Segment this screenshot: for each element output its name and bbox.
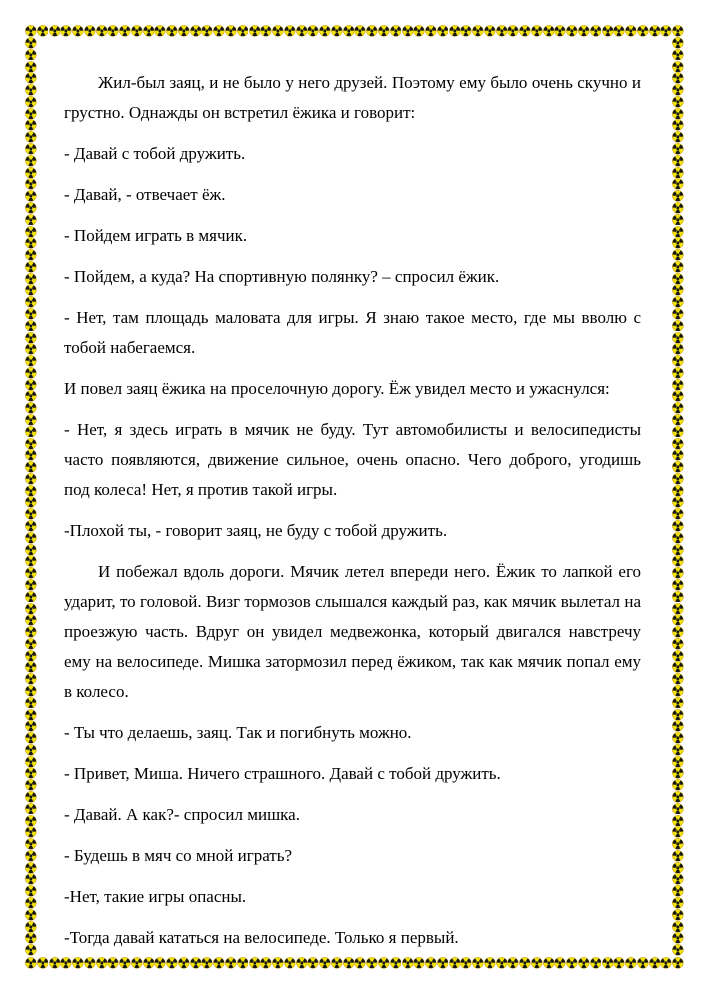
radiation-symbol-icon bbox=[296, 957, 308, 969]
radiation-symbol-icon bbox=[343, 957, 355, 969]
radiation-symbol-icon bbox=[649, 25, 661, 37]
story-paragraph: - Пойдем играть в мячик. bbox=[64, 226, 248, 245]
radiation-symbol-icon bbox=[25, 555, 37, 567]
radiation-symbol-icon bbox=[672, 709, 684, 721]
radiation-symbol-icon bbox=[25, 673, 37, 685]
radiation-symbol-icon bbox=[672, 438, 684, 450]
radiation-symbol-icon bbox=[319, 25, 331, 37]
radiation-symbol-icon bbox=[25, 390, 37, 402]
radiation-symbol-icon bbox=[25, 591, 37, 603]
radiation-symbol-icon bbox=[84, 25, 96, 37]
radiation-symbol-icon bbox=[672, 544, 684, 556]
radiation-symbol-icon bbox=[449, 957, 461, 969]
radiation-symbol-icon bbox=[201, 957, 213, 969]
radiation-symbol-icon bbox=[672, 237, 684, 249]
radiation-symbol-icon bbox=[672, 626, 684, 638]
radiation-symbol-icon bbox=[25, 815, 37, 827]
radiation-symbol-icon bbox=[672, 284, 684, 296]
story-paragraph: - Давай, - отвечает ёж. bbox=[64, 185, 226, 204]
radiation-symbol-icon bbox=[284, 957, 296, 969]
radiation-symbol-icon bbox=[672, 49, 684, 61]
radiation-symbol-icon bbox=[72, 25, 84, 37]
radiation-symbol-icon bbox=[613, 25, 625, 37]
radiation-symbol-icon bbox=[672, 744, 684, 756]
radiation-symbol-icon bbox=[672, 96, 684, 108]
radiation-symbol-icon bbox=[507, 25, 519, 37]
radiation-symbol-icon bbox=[672, 862, 684, 874]
radiation-symbol-icon bbox=[25, 261, 37, 273]
radiation-symbol-icon bbox=[672, 496, 684, 508]
radiation-symbol-icon bbox=[190, 25, 202, 37]
story-paragraph: - Давай с тобой дружить. bbox=[64, 144, 246, 163]
radiation-symbol-icon bbox=[143, 25, 155, 37]
radiation-symbol-icon bbox=[25, 379, 37, 391]
radiation-symbol-icon bbox=[25, 190, 37, 202]
radiation-symbol-icon bbox=[672, 190, 684, 202]
radiation-symbol-icon bbox=[672, 402, 684, 414]
radiation-symbol-icon bbox=[672, 214, 684, 226]
radiation-symbol-icon bbox=[25, 167, 37, 179]
radiation-symbol-icon bbox=[496, 957, 508, 969]
radiation-symbol-icon bbox=[25, 909, 37, 921]
radiation-symbol-icon bbox=[237, 957, 249, 969]
radiation-symbol-icon bbox=[672, 367, 684, 379]
radiation-symbol-icon bbox=[496, 25, 508, 37]
radiation-symbol-icon bbox=[25, 61, 37, 73]
radiation-symbol-icon bbox=[672, 355, 684, 367]
radiation-symbol-icon bbox=[96, 25, 108, 37]
radiation-symbol-icon bbox=[378, 25, 390, 37]
radiation-symbol-icon bbox=[25, 308, 37, 320]
radiation-symbol-icon bbox=[25, 84, 37, 96]
radiation-symbol-icon bbox=[249, 25, 261, 37]
radiation-symbol-icon bbox=[366, 25, 378, 37]
story-paragraph: Жил-был заяц, и не было у него друзей. Поэтому ему было очень скучно и грустно. Однажды он встретил ёжика и говорит: bbox=[64, 73, 641, 122]
radiation-symbol-icon bbox=[672, 426, 684, 438]
radiation-symbol-icon bbox=[672, 567, 684, 579]
radiation-symbol-icon bbox=[672, 308, 684, 320]
radiation-symbol-icon bbox=[590, 957, 602, 969]
page-border-right bbox=[672, 37, 684, 957]
story-text bbox=[64, 68, 641, 953]
radiation-symbol-icon bbox=[460, 957, 472, 969]
radiation-symbol-icon bbox=[578, 25, 590, 37]
radiation-symbol-icon bbox=[25, 49, 37, 61]
radiation-symbol-icon bbox=[25, 402, 37, 414]
radiation-symbol-icon bbox=[437, 957, 449, 969]
radiation-symbol-icon bbox=[672, 249, 684, 261]
radiation-symbol-icon bbox=[154, 25, 166, 37]
radiation-symbol-icon bbox=[507, 957, 519, 969]
radiation-symbol-icon bbox=[590, 25, 602, 37]
radiation-symbol-icon bbox=[672, 72, 684, 84]
radiation-symbol-icon bbox=[672, 167, 684, 179]
radiation-symbol-icon bbox=[672, 897, 684, 909]
radiation-symbol-icon bbox=[672, 803, 684, 815]
radiation-symbol-icon bbox=[25, 885, 37, 897]
radiation-symbol-icon bbox=[449, 25, 461, 37]
radiation-symbol-icon bbox=[307, 957, 319, 969]
radiation-symbol-icon bbox=[672, 873, 684, 885]
radiation-symbol-icon bbox=[25, 862, 37, 874]
radiation-symbol-icon bbox=[519, 957, 531, 969]
page-border-bottom bbox=[25, 957, 684, 969]
radiation-symbol-icon bbox=[672, 226, 684, 238]
radiation-symbol-icon bbox=[672, 957, 684, 969]
page-border-top bbox=[25, 25, 684, 37]
radiation-symbol-icon bbox=[25, 37, 37, 49]
radiation-symbol-icon bbox=[472, 25, 484, 37]
radiation-symbol-icon bbox=[178, 25, 190, 37]
radiation-symbol-icon bbox=[672, 473, 684, 485]
radiation-symbol-icon bbox=[625, 25, 637, 37]
radiation-symbol-icon bbox=[131, 957, 143, 969]
radiation-symbol-icon bbox=[25, 473, 37, 485]
radiation-symbol-icon bbox=[672, 178, 684, 190]
radiation-symbol-icon bbox=[672, 532, 684, 544]
radiation-symbol-icon bbox=[25, 826, 37, 838]
radiation-symbol-icon bbox=[25, 803, 37, 815]
radiation-symbol-icon bbox=[25, 897, 37, 909]
radiation-symbol-icon bbox=[60, 25, 72, 37]
radiation-symbol-icon bbox=[672, 838, 684, 850]
radiation-symbol-icon bbox=[331, 25, 343, 37]
radiation-symbol-icon bbox=[531, 25, 543, 37]
radiation-symbol-icon bbox=[25, 449, 37, 461]
radiation-symbol-icon bbox=[460, 25, 472, 37]
radiation-symbol-icon bbox=[672, 202, 684, 214]
radiation-symbol-icon bbox=[672, 815, 684, 827]
radiation-symbol-icon bbox=[672, 650, 684, 662]
radiation-symbol-icon bbox=[672, 944, 684, 956]
radiation-symbol-icon bbox=[25, 119, 37, 131]
radiation-symbol-icon bbox=[625, 957, 637, 969]
radiation-symbol-icon bbox=[25, 496, 37, 508]
radiation-symbol-icon bbox=[602, 25, 614, 37]
radiation-symbol-icon bbox=[672, 273, 684, 285]
radiation-symbol-icon bbox=[672, 37, 684, 49]
radiation-symbol-icon bbox=[378, 957, 390, 969]
radiation-symbol-icon bbox=[25, 296, 37, 308]
radiation-symbol-icon bbox=[119, 957, 131, 969]
radiation-symbol-icon bbox=[84, 957, 96, 969]
radiation-symbol-icon bbox=[37, 957, 49, 969]
radiation-symbol-icon bbox=[25, 438, 37, 450]
radiation-symbol-icon bbox=[213, 25, 225, 37]
radiation-symbol-icon bbox=[143, 957, 155, 969]
radiation-symbol-icon bbox=[25, 72, 37, 84]
radiation-symbol-icon bbox=[25, 178, 37, 190]
radiation-symbol-icon bbox=[107, 957, 119, 969]
radiation-symbol-icon bbox=[637, 25, 649, 37]
radiation-symbol-icon bbox=[25, 661, 37, 673]
radiation-symbol-icon bbox=[366, 957, 378, 969]
radiation-symbol-icon bbox=[166, 957, 178, 969]
radiation-symbol-icon bbox=[25, 284, 37, 296]
radiation-symbol-icon bbox=[25, 732, 37, 744]
radiation-symbol-icon bbox=[672, 379, 684, 391]
radiation-symbol-icon bbox=[25, 96, 37, 108]
radiation-symbol-icon bbox=[649, 957, 661, 969]
radiation-symbol-icon bbox=[25, 697, 37, 709]
radiation-symbol-icon bbox=[672, 155, 684, 167]
radiation-symbol-icon bbox=[119, 25, 131, 37]
radiation-symbol-icon bbox=[25, 273, 37, 285]
story-paragraph: - Нет, там площадь маловата для игры. Я знаю такое место, где мы вволю с тобой набегаемся. bbox=[64, 308, 641, 357]
radiation-symbol-icon bbox=[60, 957, 72, 969]
radiation-symbol-icon bbox=[25, 957, 37, 969]
radiation-symbol-icon bbox=[272, 25, 284, 37]
radiation-symbol-icon bbox=[554, 25, 566, 37]
radiation-symbol-icon bbox=[672, 697, 684, 709]
radiation-symbol-icon bbox=[272, 957, 284, 969]
radiation-symbol-icon bbox=[25, 650, 37, 662]
radiation-symbol-icon bbox=[25, 237, 37, 249]
radiation-symbol-icon bbox=[25, 367, 37, 379]
radiation-symbol-icon bbox=[672, 520, 684, 532]
radiation-symbol-icon bbox=[554, 957, 566, 969]
radiation-symbol-icon bbox=[566, 25, 578, 37]
story-paragraph: - Нет, я здесь играть в мячик не буду. Тут автомобилисты и велосипедисты часто появляются, движение сильное, очень опасно. Чего доброго, угодишь под колеса! Нет, я против такой игры. bbox=[64, 420, 641, 499]
radiation-symbol-icon bbox=[25, 838, 37, 850]
radiation-symbol-icon bbox=[672, 756, 684, 768]
radiation-symbol-icon bbox=[672, 261, 684, 273]
radiation-symbol-icon bbox=[25, 767, 37, 779]
radiation-symbol-icon bbox=[225, 25, 237, 37]
radiation-symbol-icon bbox=[25, 850, 37, 862]
radiation-symbol-icon bbox=[402, 25, 414, 37]
radiation-symbol-icon bbox=[213, 957, 225, 969]
radiation-symbol-icon bbox=[25, 108, 37, 120]
radiation-symbol-icon bbox=[25, 343, 37, 355]
radiation-symbol-icon bbox=[25, 214, 37, 226]
radiation-symbol-icon bbox=[96, 957, 108, 969]
radiation-symbol-icon bbox=[25, 202, 37, 214]
radiation-symbol-icon bbox=[284, 25, 296, 37]
radiation-symbol-icon bbox=[25, 873, 37, 885]
radiation-symbol-icon bbox=[672, 720, 684, 732]
page-border-left bbox=[25, 37, 37, 957]
radiation-symbol-icon bbox=[672, 320, 684, 332]
radiation-symbol-icon bbox=[672, 791, 684, 803]
radiation-symbol-icon bbox=[25, 744, 37, 756]
radiation-symbol-icon bbox=[343, 25, 355, 37]
radiation-symbol-icon bbox=[25, 614, 37, 626]
story-paragraph: - Давай. А как?- спросил мишка. bbox=[64, 805, 300, 824]
radiation-symbol-icon bbox=[25, 532, 37, 544]
story-paragraph: -Плохой ты, - говорит заяц, не буду с тобой дружить. bbox=[64, 521, 448, 540]
radiation-symbol-icon bbox=[190, 957, 202, 969]
radiation-symbol-icon bbox=[131, 25, 143, 37]
radiation-symbol-icon bbox=[578, 957, 590, 969]
radiation-symbol-icon bbox=[672, 485, 684, 497]
radiation-symbol-icon bbox=[331, 957, 343, 969]
radiation-symbol-icon bbox=[25, 626, 37, 638]
radiation-symbol-icon bbox=[25, 709, 37, 721]
radiation-symbol-icon bbox=[25, 249, 37, 261]
radiation-symbol-icon bbox=[543, 25, 555, 37]
radiation-symbol-icon bbox=[672, 143, 684, 155]
radiation-symbol-icon bbox=[25, 332, 37, 344]
radiation-symbol-icon bbox=[672, 61, 684, 73]
radiation-symbol-icon bbox=[672, 638, 684, 650]
radiation-symbol-icon bbox=[25, 25, 37, 37]
radiation-symbol-icon bbox=[672, 732, 684, 744]
radiation-symbol-icon bbox=[25, 355, 37, 367]
radiation-symbol-icon bbox=[354, 957, 366, 969]
radiation-symbol-icon bbox=[49, 25, 61, 37]
radiation-symbol-icon bbox=[672, 850, 684, 862]
radiation-symbol-icon bbox=[25, 720, 37, 732]
radiation-symbol-icon bbox=[25, 485, 37, 497]
radiation-symbol-icon bbox=[672, 119, 684, 131]
radiation-symbol-icon bbox=[566, 957, 578, 969]
radiation-symbol-icon bbox=[25, 567, 37, 579]
radiation-symbol-icon bbox=[602, 957, 614, 969]
radiation-symbol-icon bbox=[672, 508, 684, 520]
radiation-symbol-icon bbox=[49, 957, 61, 969]
radiation-symbol-icon bbox=[660, 25, 672, 37]
story-paragraph: - Будешь в мяч со мной играть? bbox=[64, 846, 293, 865]
story-paragraph: -Нет, такие игры опасны. bbox=[64, 887, 247, 906]
radiation-symbol-icon bbox=[672, 84, 684, 96]
radiation-symbol-icon bbox=[672, 296, 684, 308]
radiation-symbol-icon bbox=[25, 779, 37, 791]
story-paragraph: - Пойдем, а куда? На спортивную полянку? – спросил ёжик. bbox=[64, 267, 500, 286]
radiation-symbol-icon bbox=[25, 579, 37, 591]
radiation-symbol-icon bbox=[672, 449, 684, 461]
radiation-symbol-icon bbox=[672, 661, 684, 673]
radiation-symbol-icon bbox=[543, 957, 555, 969]
radiation-symbol-icon bbox=[260, 957, 272, 969]
radiation-symbol-icon bbox=[25, 143, 37, 155]
radiation-symbol-icon bbox=[437, 25, 449, 37]
radiation-symbol-icon bbox=[672, 826, 684, 838]
radiation-symbol-icon bbox=[307, 25, 319, 37]
radiation-symbol-icon bbox=[25, 944, 37, 956]
radiation-symbol-icon bbox=[672, 932, 684, 944]
radiation-symbol-icon bbox=[25, 155, 37, 167]
radiation-symbol-icon bbox=[390, 25, 402, 37]
radiation-symbol-icon bbox=[25, 756, 37, 768]
radiation-symbol-icon bbox=[672, 591, 684, 603]
radiation-symbol-icon bbox=[484, 957, 496, 969]
radiation-symbol-icon bbox=[249, 957, 261, 969]
radiation-symbol-icon bbox=[25, 603, 37, 615]
radiation-symbol-icon bbox=[613, 957, 625, 969]
radiation-symbol-icon bbox=[25, 320, 37, 332]
radiation-symbol-icon bbox=[354, 25, 366, 37]
radiation-symbol-icon bbox=[672, 343, 684, 355]
radiation-symbol-icon bbox=[25, 426, 37, 438]
radiation-symbol-icon bbox=[166, 25, 178, 37]
radiation-symbol-icon bbox=[672, 390, 684, 402]
radiation-symbol-icon bbox=[25, 791, 37, 803]
radiation-symbol-icon bbox=[25, 638, 37, 650]
radiation-symbol-icon bbox=[107, 25, 119, 37]
radiation-symbol-icon bbox=[25, 544, 37, 556]
radiation-symbol-icon bbox=[660, 957, 672, 969]
radiation-symbol-icon bbox=[519, 25, 531, 37]
radiation-symbol-icon bbox=[472, 957, 484, 969]
radiation-symbol-icon bbox=[672, 108, 684, 120]
radiation-symbol-icon bbox=[672, 461, 684, 473]
radiation-symbol-icon bbox=[25, 414, 37, 426]
radiation-symbol-icon bbox=[672, 131, 684, 143]
radiation-symbol-icon bbox=[237, 25, 249, 37]
radiation-symbol-icon bbox=[672, 909, 684, 921]
radiation-symbol-icon bbox=[201, 25, 213, 37]
story-paragraph: -Тогда давай кататься на велосипеде. Только я первый. bbox=[64, 928, 459, 947]
story-paragraph: - Ты что делаешь, заяц. Так и погибнуть можно. bbox=[64, 723, 412, 742]
story-paragraph: И повел заяц ёжика на проселочную дорогу. Ёж увидел место и ужаснулся: bbox=[64, 379, 610, 398]
radiation-symbol-icon bbox=[672, 332, 684, 344]
radiation-symbol-icon bbox=[413, 25, 425, 37]
radiation-symbol-icon bbox=[260, 25, 272, 37]
radiation-symbol-icon bbox=[672, 767, 684, 779]
radiation-symbol-icon bbox=[25, 461, 37, 473]
radiation-symbol-icon bbox=[25, 685, 37, 697]
radiation-symbol-icon bbox=[296, 25, 308, 37]
radiation-symbol-icon bbox=[25, 226, 37, 238]
radiation-symbol-icon bbox=[225, 957, 237, 969]
radiation-symbol-icon bbox=[319, 957, 331, 969]
radiation-symbol-icon bbox=[413, 957, 425, 969]
story-paragraph: - Привет, Миша. Ничего страшного. Давай с тобой дружить. bbox=[64, 764, 501, 783]
radiation-symbol-icon bbox=[154, 957, 166, 969]
story-paragraph: И побежал вдоль дороги. Мячик летел впереди него. Ёжик то лапкой его ударит, то головой. Визг тормозов слышался каждый раз, как мячик вылетал на проезжую часть. Вдруг он увидел медвежонка, который двигался навстречу ему на велосипеде. Мишка затормозил перед ёжиком, так как мячик попал ему в колесо. bbox=[64, 562, 641, 701]
radiation-symbol-icon bbox=[672, 555, 684, 567]
radiation-symbol-icon bbox=[672, 685, 684, 697]
radiation-symbol-icon bbox=[637, 957, 649, 969]
radiation-symbol-icon bbox=[672, 921, 684, 933]
radiation-symbol-icon bbox=[672, 25, 684, 37]
radiation-symbol-icon bbox=[531, 957, 543, 969]
radiation-symbol-icon bbox=[25, 921, 37, 933]
radiation-symbol-icon bbox=[25, 131, 37, 143]
radiation-symbol-icon bbox=[425, 25, 437, 37]
radiation-symbol-icon bbox=[178, 957, 190, 969]
radiation-symbol-icon bbox=[672, 614, 684, 626]
radiation-symbol-icon bbox=[72, 957, 84, 969]
radiation-symbol-icon bbox=[484, 25, 496, 37]
radiation-symbol-icon bbox=[37, 25, 49, 37]
radiation-symbol-icon bbox=[672, 414, 684, 426]
radiation-symbol-icon bbox=[402, 957, 414, 969]
radiation-symbol-icon bbox=[25, 520, 37, 532]
radiation-symbol-icon bbox=[672, 673, 684, 685]
radiation-symbol-icon bbox=[672, 603, 684, 615]
radiation-symbol-icon bbox=[25, 932, 37, 944]
radiation-symbol-icon bbox=[672, 885, 684, 897]
radiation-symbol-icon bbox=[390, 957, 402, 969]
radiation-symbol-icon bbox=[425, 957, 437, 969]
radiation-symbol-icon bbox=[25, 508, 37, 520]
radiation-symbol-icon bbox=[672, 779, 684, 791]
radiation-symbol-icon bbox=[672, 579, 684, 591]
